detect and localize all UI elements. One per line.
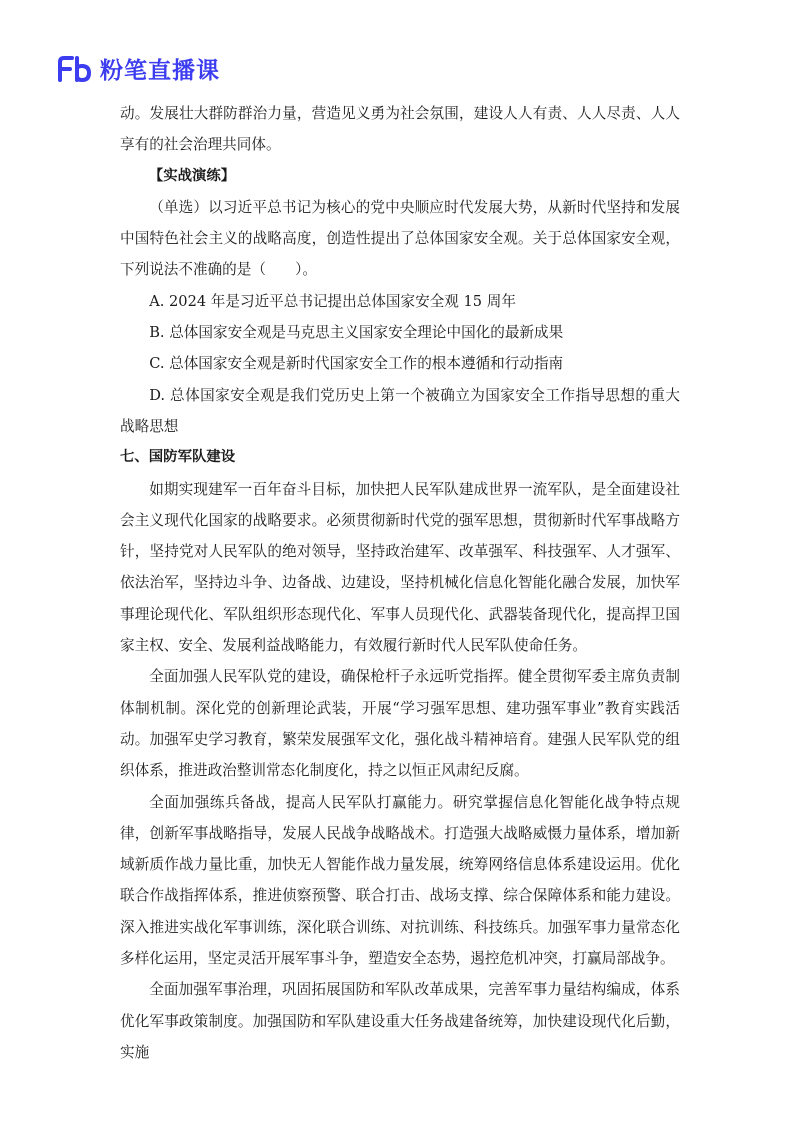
fb-logo-icon — [58, 56, 92, 82]
question-stem: （单选）以习近平总书记为核心的党中央顺应时代发展大势，从新时代坚持和发展中国特色社会主义的战略高度，创造性提出了总体国家安全观。关于总体国家安全观，下列说法不准确的是（ ）。 — [120, 198, 680, 279]
document-body — [120, 98, 680, 1068]
option-b: B. 总体国家安全观是马克思主义国家安全理论中国化的最新成果 — [149, 324, 564, 342]
paragraph-continuation: 动。发展壮大群防群治力量，营造见义勇为社会氛围，建设人人有责、人人尽责、人人享有的社会治理共同体。 — [120, 105, 680, 154]
body-paragraph: 全面加强军事治理，巩固拓展国防和军队改革成果，完善军事力量结构编成，体系优化军事政策制度。加强国防和军队建设重大任务战建备统筹，加快建设现代化后勤，实施 — [120, 981, 680, 1061]
body-paragraph: 全面加强人民军队党的建设，确保枪杆子永远听党指挥。健全贯彻军委主席负责制体制机制。深化党的创新理论武装，开展“学习强军思想、建功强军事业”教育实践活动。加强军史学习教育，繁荣发展强军文化，强化战斗精神培育。建强人民军队党的组织体系，推进政治整训常态化制度化，持之以恒正风肃纪反腐。 — [120, 668, 680, 780]
section-heading: 七、国防军队建设 — [120, 449, 236, 466]
brand-logo — [58, 52, 220, 85]
practice-heading: 【实战演练】 — [148, 167, 236, 184]
logo-text: 粉笔直播课 — [100, 58, 220, 84]
body-paragraph: 如期实现建军一百年奋斗目标，加快把人民军队建成世界一流军队，是全面建设社会主义现代化国家的战略要求。必须贯彻新时代党的强军思想，贯彻新时代军事战略方针，坚持党对人民军队的绝对领导，坚持政治建军、改革强军、科技强军、人才强军、依法治军，坚持边斗争、边备战、边建设，坚持机械化信息化智能化融合发展，加快军事理论现代化、军队组织形态现代化、军事人员现代化、武器装备现代化，提高捍卫国家主权、安全、发展利益战略能力，有效履行新时代人民军队使命任务。 — [120, 480, 680, 655]
option-c: C. 总体国家安全观是新时代国家安全工作的根本遵循和行动指南 — [149, 355, 564, 373]
option-d: D. 总体国家安全观是我们党历史上第一个被确立为国家安全工作指导思想的重大战略思想 — [120, 386, 680, 435]
body-paragraph: 全面加强练兵备战，提高人民军队打赢能力。研究掌握信息化智能化战争特点规律，创新军事战略指导，发展人民战争战略战术。打造强大战略威慑力量体系，增加新域新质作战力量比重，加快无人智能作战力量发展，统筹网络信息体系建设运用。优化联合作战指挥体系，推进侦察预警、联合打击、战场支撑、综合保障体系和能力建设。深入推进实战化军事训练，深化联合训练、对抗训练、科技练兵。加强军事力量常态化多样化运用，坚定灵活开展军事斗争，塑造安全态势，遏控危机冲突，打赢局部战争。 — [120, 793, 680, 968]
option-a: A. 2024 年是习近平总书记提出总体国家安全观 15 周年 — [149, 292, 516, 310]
